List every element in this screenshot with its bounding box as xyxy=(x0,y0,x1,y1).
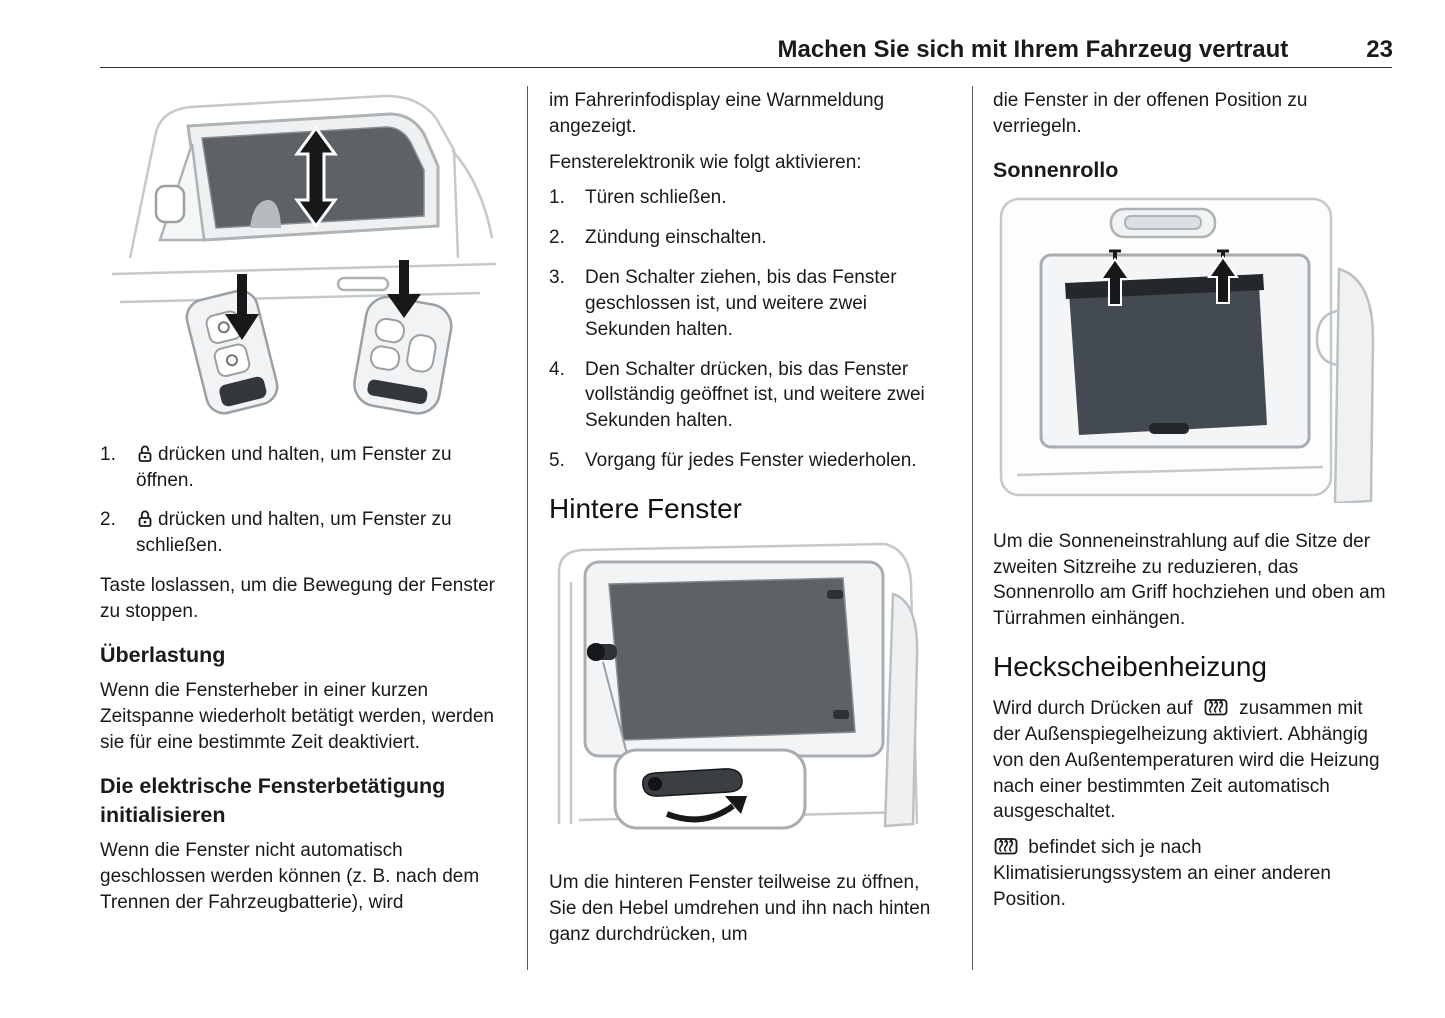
lock-icon xyxy=(137,509,153,528)
list-body xyxy=(136,507,508,559)
step-text: Vorgang für jedes Fenster wiederholen. xyxy=(585,450,917,472)
list-item xyxy=(100,507,508,559)
step-item xyxy=(549,265,941,342)
page-header xyxy=(100,36,1393,64)
step-item xyxy=(549,357,941,434)
overload-paragraph: Wenn die Fensterheber in einer kurzen Zeitspanne wiederholt betätigt werden, werden sie für eine bestimmte Zeit deaktiviert. xyxy=(100,680,494,753)
warning-paragraph: im Fahrerinfodisplay eine Warnmeldung angezeigt. xyxy=(549,90,885,137)
rear-window-illustration xyxy=(549,538,941,830)
heading-overload: Überlastung xyxy=(100,642,226,667)
rear-window-figure xyxy=(549,538,941,838)
column-left xyxy=(100,88,508,925)
sun-blind-illustration xyxy=(993,193,1391,503)
window-operation-list xyxy=(100,442,508,559)
defrost-activation-paragraph xyxy=(993,696,1391,825)
heading-rear-windows: Hintere Fenster xyxy=(549,492,742,524)
defrost-text-after: zusammen mit der Außenspiegelheizung aktiviert. Abhängig von den Außentemperaturen wird die Heizung nach einer bestimmten Zeit automatisch ausgeschaltet. xyxy=(993,698,1380,823)
step-item xyxy=(549,448,941,474)
list-text: drücken und halten, um Fenster zu schließen. xyxy=(136,509,452,557)
list-number: 2. xyxy=(100,509,116,531)
step-text: Zündung einschalten. xyxy=(585,227,767,249)
front-door-window-illustration xyxy=(100,88,508,418)
initialize-paragraph: Wenn die Fenster nicht automatisch geschlossen werden können (z. B. nach dem Trennen der Fahrzeugbatterie), wird xyxy=(100,839,480,913)
step-item xyxy=(549,225,941,251)
flip-key-fob xyxy=(183,287,281,417)
defrost-position-paragraph xyxy=(993,835,1391,912)
step-number: 2. xyxy=(549,227,565,249)
heading-rear-defrost: Heckscheibenheizung xyxy=(993,651,1267,683)
page-title: Machen Sie sich mit Ihrem Fahrzeug vertraut xyxy=(777,36,1289,63)
sun-blind-figure xyxy=(993,193,1391,511)
list-item xyxy=(100,442,508,494)
blind-grip xyxy=(1149,423,1189,434)
rear-window-paragraph: Um die hinteren Fenster teilweise zu öffnen, Sie den Hebel umdrehen und ihn nach hinten ganz durchdrücken, um xyxy=(549,871,931,945)
page-number: 23 xyxy=(1366,36,1393,63)
step-item xyxy=(549,185,941,211)
list-text: drücken und halten, um Fenster zu öffnen. xyxy=(136,443,452,491)
defrost-text-before: Wird durch Drücken auf xyxy=(993,698,1193,720)
rear-window-defrost-icon xyxy=(994,836,1018,856)
column-divider-1 xyxy=(527,86,528,970)
step-text: Den Schalter drücken, bis das Fenster vollständig geöffnet ist, und weitere zwei Sekunden halten. xyxy=(585,358,925,432)
release-paragraph: Taste loslassen, um die Bewegung der Fenster zu stoppen. xyxy=(100,575,495,622)
unlock-icon xyxy=(137,444,153,463)
front-window-figure xyxy=(100,88,508,426)
defrost-position-text: befindet sich je nach Klimatisierungssystem an einer anderen Position. xyxy=(993,837,1331,910)
activation-steps xyxy=(549,185,941,473)
heading-initialize: Die elektrische Fensterbetätigung initialisieren xyxy=(100,773,446,827)
step-text: Türen schließen. xyxy=(585,187,727,209)
heading-sunblind: Sonnenrollo xyxy=(993,157,1119,182)
lock-position-paragraph: die Fenster in der offenen Position zu verriegeln. xyxy=(993,90,1308,137)
step-number: 3. xyxy=(549,267,565,289)
sun-blind-panel xyxy=(1069,285,1267,435)
step-number: 5. xyxy=(549,450,565,472)
step-number: 4. xyxy=(549,358,565,380)
rear-window-defrost-icon xyxy=(1204,697,1228,717)
column-right xyxy=(993,88,1391,923)
sunblind-paragraph: Um die Sonneneinstrahlung auf die Sitze der zweiten Sitzreihe zu reduzieren, das Sonnenrollo am Griff hochziehen und oben am Türrahmen einhängen. xyxy=(993,530,1386,630)
list-number: 1. xyxy=(100,443,116,465)
column-middle xyxy=(549,88,941,957)
step-text: Den Schalter ziehen, bis das Fenster geschlossen ist, und weitere zwei Sekunden halten. xyxy=(585,267,897,340)
header-rule xyxy=(100,67,1392,68)
step-number: 1. xyxy=(549,187,565,209)
activate-paragraph: Fensterelektronik wie folgt aktivieren: xyxy=(549,151,862,173)
list-body xyxy=(136,442,508,494)
column-divider-2 xyxy=(972,86,973,970)
